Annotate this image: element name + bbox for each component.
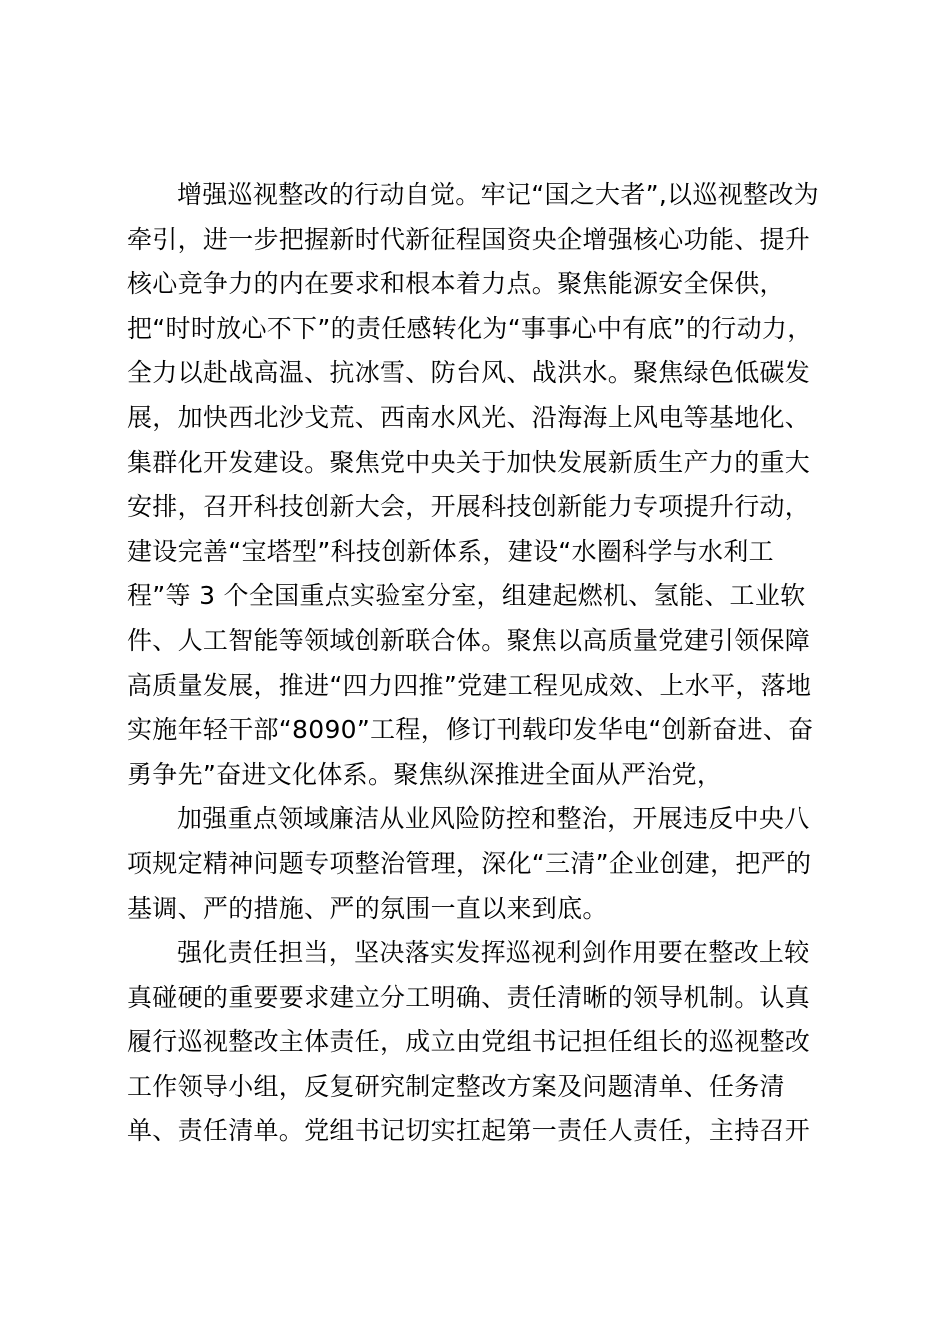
paragraph-line: 件、人工智能等领域创新联合体。聚焦以高质量党建引领保障	[127, 625, 811, 655]
paragraph-line: 展，加快西北沙戈荒、西南水风光、沿海海上风电等基地化、	[127, 402, 811, 432]
paragraph-line: 加强重点领域廉洁从业风险防控和整治，开展违反中央八	[177, 804, 810, 834]
paragraph-line: 勇争先”奋进文化体系。聚焦纵深推进全面从严治党，	[127, 759, 723, 789]
paragraph-line: 履行巡视整改主体责任，成立由党组书记担任组长的巡视整改	[127, 1027, 811, 1057]
document-body	[127, 173, 827, 1154]
paragraph-line: 强化责任担当，坚决落实发挥巡视利剑作用要在整改上较	[177, 938, 810, 968]
paragraph-line: 实施年轻干部“8090”工程，修订刊载印发华电“创新奋进、奋	[127, 715, 814, 745]
paragraph-line: 高质量发展，推进“四力四推”党建工程见成效、上水平，落地	[127, 670, 812, 700]
paragraph-line: 把“时时放心不下”的责任感转化为“事事心中有底”的行动力，	[127, 313, 813, 343]
paragraph-line: 单、责任清单。党组书记切实扛起第一责任人责任，主持召开	[127, 1116, 811, 1146]
paragraph-line: 全力以赴战高温、抗冰雪、防台风、战洪水。聚焦绿色低碳发	[127, 358, 811, 388]
paragraph-line: 建设完善“宝塔型”科技创新体系，建设“水圈科学与水利工	[127, 536, 774, 566]
paragraph-line: 核心竞争力的内在要求和根本着力点。聚焦能源安全保供，	[127, 269, 785, 299]
paragraph-line: 牵引，进一步把握新时代新征程国资央企增强核心功能、提升	[127, 224, 811, 254]
paragraph-line: 项规定精神问题专项整治管理，深化“三清”企业创建，把严的	[127, 848, 812, 878]
paragraph-line: 程”等 3 个全国重点实验室分室，组建起燃机、氢能、工业软	[127, 581, 806, 611]
paragraph-line: 增强巡视整改的行动自觉。牢记“国之大者”,以巡视整改为	[177, 180, 819, 209]
paragraph-line: 真碰硬的重要要求建立分工明确、责任清晰的领导机制。认真	[127, 982, 811, 1012]
paragraph-line: 集群化开发建设。聚焦党中央关于加快发展新质生产力的重大	[127, 447, 811, 477]
paragraph-line: 基调、严的措施、严的氛围一直以来到底。	[127, 893, 608, 923]
paragraph-line: 安排，召开科技创新大会，开展科技创新能力专项提升行动，	[127, 492, 811, 522]
paragraph-line: 工作领导小组，反复研究制定整改方案及问题清单、任务清	[127, 1071, 785, 1101]
